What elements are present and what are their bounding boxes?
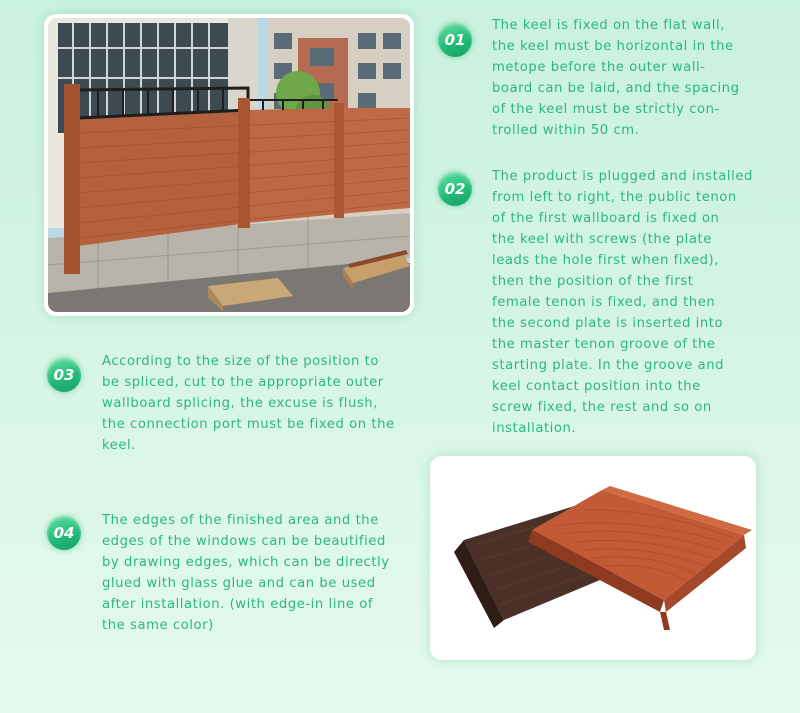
step-02-line: screw fixed, the rest and so on [492,400,712,415]
step-02-line: starting plate. In the groove and [492,358,725,373]
step-text-02 [492,166,753,439]
step-01-line: of the keel must be strictly con- [492,102,720,117]
step-04-line: after installation. (with edge-in line of [102,597,374,612]
step-text-04 [102,510,390,636]
step-text-01 [492,15,740,141]
step-04-line: the same color) [102,618,214,633]
fence-photo-illustration [48,18,410,312]
step-04-line: by drawing edges, which can be directly [102,555,390,570]
step-03-line: the connection port must be fixed on the [102,417,395,432]
step-01-line: the keel must be horizontal in the [492,39,734,54]
step-02-line: the second plate is inserted into [492,316,724,331]
step-02-line: the keel with screws (the plate [492,232,712,247]
step-02-line: The product is plugged and installed [492,169,753,184]
panel-photo-illustration [434,460,752,656]
step-01-line: metope before the outer wall- [492,60,706,75]
step-03-line: wallboard splicing, the excuse is flush, [102,396,378,411]
step-badge-03 [47,358,81,392]
step-number-04: 04 [53,524,75,542]
step-04-line: edges of the windows can be beautified [102,534,386,549]
step-01-line: The keel is fixed on the flat wall, [492,18,725,33]
panel-photo [430,456,756,660]
step-02-line: then the position of the first [492,274,694,289]
step-02-line: keel contact position into the [492,379,701,394]
step-02-line: of the first wallboard is fixed on [492,211,720,226]
step-badge-01 [438,23,472,57]
step-badge-02 [438,172,472,206]
step-04-line: The edges of the finished area and the [102,513,379,528]
step-03-line: be spliced, cut to the appropriate outer [102,375,384,390]
fence-photo [44,14,414,316]
step-02-line: leads the hole first when fixed), [492,253,719,268]
step-02-line: the master tenon groove of the [492,337,716,352]
step-02-line: female tenon is fixed, and then [492,295,716,310]
step-badge-04 [47,516,81,550]
step-03-line: According to the size of the position to [102,354,379,369]
step-number-03: 03 [53,366,75,384]
step-04-line: glued with glass glue and can be used [102,576,376,591]
step-01-line: board can be laid, and the spacing [492,81,740,96]
step-02-line: installation. [492,421,577,436]
step-text-03 [102,351,395,456]
step-02-line: from left to right, the public tenon [492,190,737,205]
step-03-line: keel. [102,438,136,453]
step-number-01: 01 [444,31,466,49]
step-number-02: 02 [444,180,466,198]
step-01-line: trolled within 50 cm. [492,123,640,138]
